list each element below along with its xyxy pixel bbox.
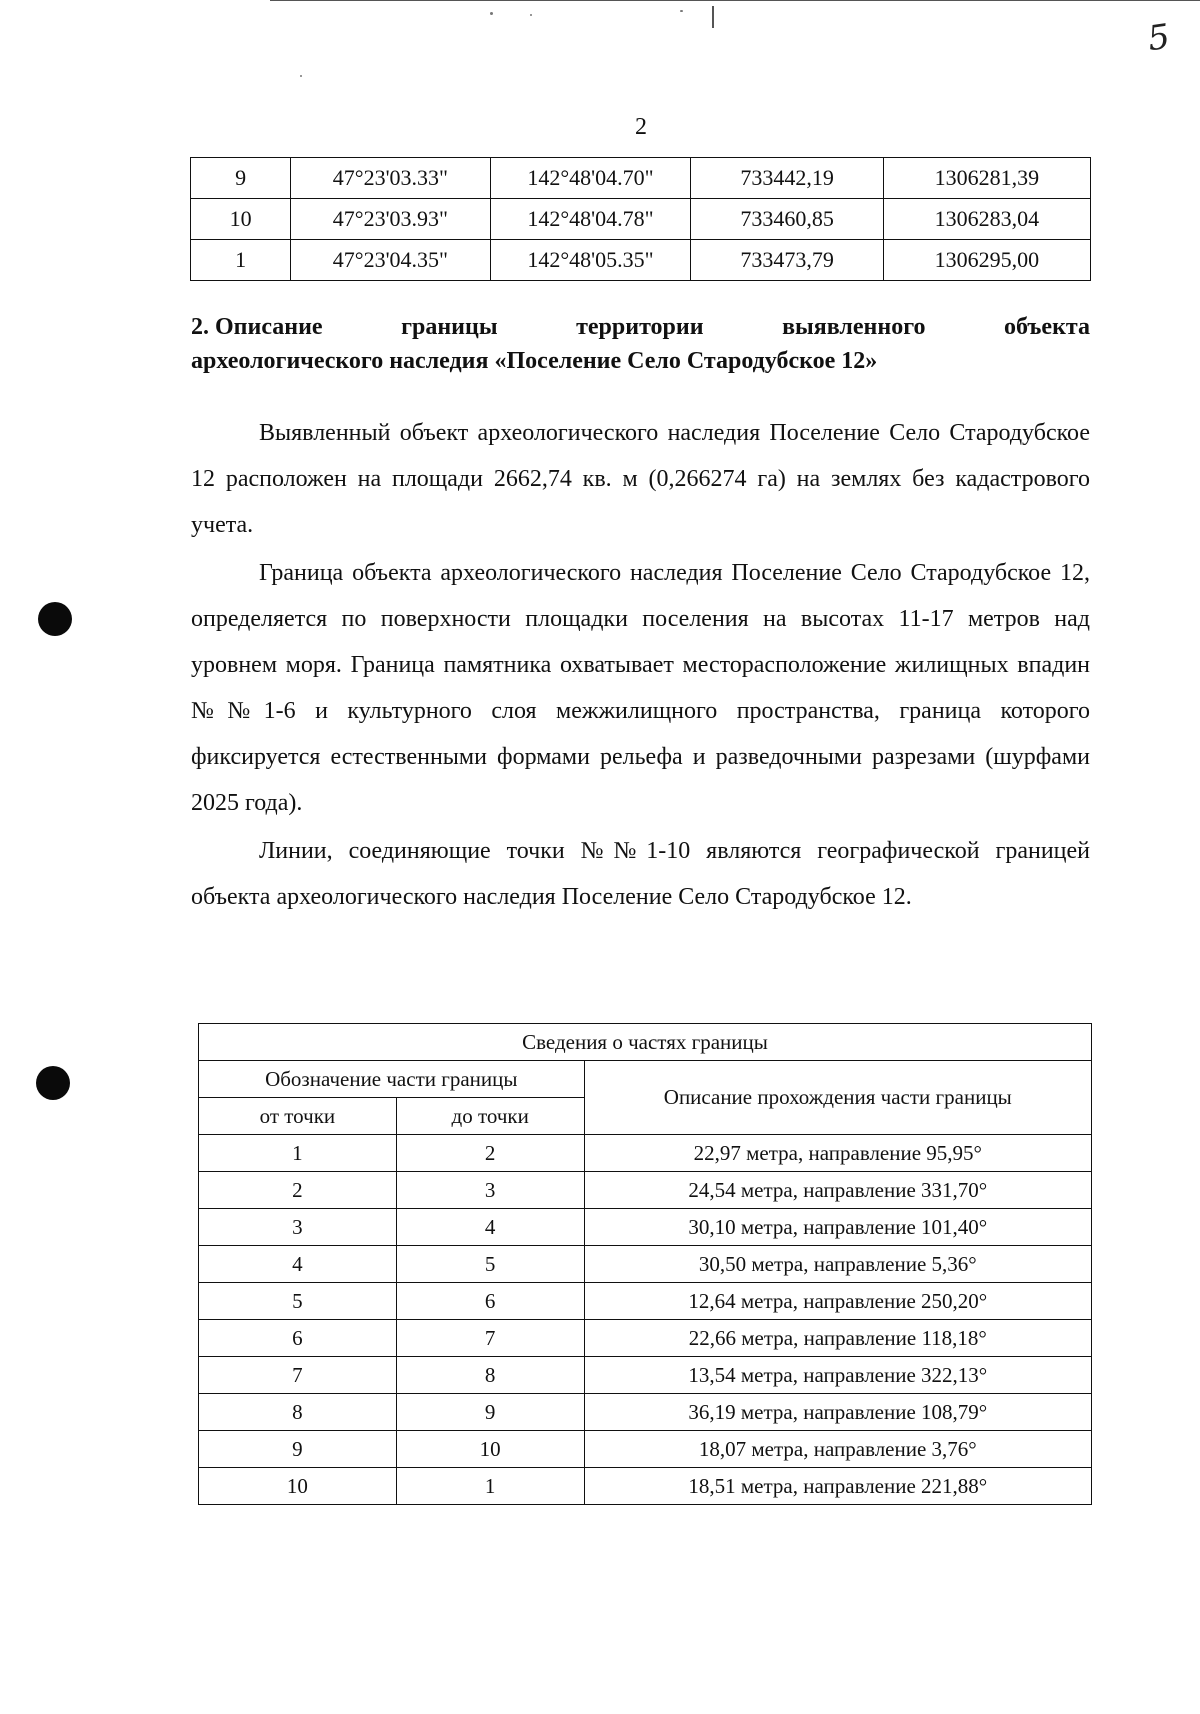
section-heading-line1: [191, 310, 1090, 344]
heading-word: 2. Описание: [191, 314, 323, 340]
paragraph-lines: [191, 828, 1090, 920]
to-point-cell: 5: [396, 1246, 584, 1283]
table-row: [199, 1209, 1092, 1246]
to-point-cell: 4: [396, 1209, 584, 1246]
table-row: [199, 1357, 1092, 1394]
latitude-cell: 47°23'03.93": [291, 199, 490, 240]
part-description-cell: 18,07 метра, направление 3,76°: [584, 1431, 1091, 1468]
boundary-parts-table: [198, 1023, 1092, 1505]
from-point-cell: 1: [199, 1135, 397, 1172]
scan-speck: [680, 10, 683, 12]
to-point-cell: 8: [396, 1357, 584, 1394]
table-row: [199, 1246, 1092, 1283]
from-point-cell: 2: [199, 1172, 397, 1209]
part-description-cell: 12,64 метра, направление 250,20°: [584, 1283, 1091, 1320]
table-row: [199, 1394, 1092, 1431]
longitude-cell: 142°48'05.35": [490, 240, 691, 281]
part-description-cell: 30,50 метра, направление 5,36°: [584, 1246, 1091, 1283]
latitude-cell: 47°23'03.33": [291, 158, 490, 199]
table-row: [199, 1172, 1092, 1209]
handwritten-page-number: 5: [1145, 16, 1173, 60]
table-row: [191, 240, 1091, 281]
heading-word: границы: [401, 314, 498, 340]
to-point-cell: 10: [396, 1431, 584, 1468]
table-row: [199, 1135, 1092, 1172]
paragraph-text: Линии, соединяющие точки №№1-10 являются географической границей объекта археологического наследия Поселение Село Стародубское 12.: [191, 838, 1090, 910]
page-number: 2: [635, 114, 647, 140]
from-point-cell: 10: [199, 1468, 397, 1505]
part-designation-header: Обозначение части границы: [199, 1061, 585, 1098]
punch-hole: [36, 1066, 70, 1100]
heading-word: территории: [576, 314, 704, 340]
point-number-cell: 1: [191, 240, 291, 281]
x-coordinate-cell: 733442,19: [691, 158, 884, 199]
from-point-cell: 7: [199, 1357, 397, 1394]
boundary-table-body: [199, 1135, 1092, 1505]
coordinates-table-body: [191, 158, 1091, 281]
x-coordinate-cell: 733473,79: [691, 240, 884, 281]
x-coordinate-cell: 733460,85: [691, 199, 884, 240]
from-point-header: от точки: [199, 1098, 397, 1135]
paragraph-area: [191, 410, 1090, 548]
scan-edge-line: [270, 0, 1200, 1]
from-point-cell: 5: [199, 1283, 397, 1320]
scan-mark: [712, 6, 714, 28]
to-point-header: до точки: [396, 1098, 584, 1135]
part-description-cell: 13,54 метра, направление 322,13°: [584, 1357, 1091, 1394]
y-coordinate-cell: 1306283,04: [883, 199, 1090, 240]
from-point-cell: 3: [199, 1209, 397, 1246]
table-row: [191, 199, 1091, 240]
y-coordinate-cell: 1306281,39: [883, 158, 1090, 199]
part-description-cell: 24,54 метра, направление 331,70°: [584, 1172, 1091, 1209]
part-description-cell: 36,19 метра, направление 108,79°: [584, 1394, 1091, 1431]
table-row: [199, 1283, 1092, 1320]
scan-speck: [530, 14, 532, 16]
from-point-cell: 8: [199, 1394, 397, 1431]
to-point-cell: 6: [396, 1283, 584, 1320]
to-point-cell: 9: [396, 1394, 584, 1431]
table-row: [199, 1468, 1092, 1505]
paragraph-text: Выявленный объект археологического наследия Поселение Село Стародубское 12 расположен на площади 2662,74 кв. м (0,266274 га) на землях без кадастрового учета.: [191, 420, 1090, 538]
to-point-cell: 1: [396, 1468, 584, 1505]
longitude-cell: 142°48'04.70": [490, 158, 691, 199]
from-point-cell: 4: [199, 1246, 397, 1283]
part-description-cell: 30,10 метра, направление 101,40°: [584, 1209, 1091, 1246]
table-row: [191, 158, 1091, 199]
heading-word: объекта: [1004, 314, 1090, 340]
to-point-cell: 2: [396, 1135, 584, 1172]
section-heading-line2: археологического наследия «Поселение Село Стародубское 12»: [191, 348, 878, 374]
y-coordinate-cell: 1306295,00: [883, 240, 1090, 281]
paragraph-text: Граница объекта археологического наследия Поселение Село Стародубское 12, определяется по поверхности площадки поселения на высотах 11-17 метров над уровнем моря. Граница памятника охватывает месторасположение жилищных впадин №№1-6 и культурного слоя межжилищного пространства, граница которого фиксируется естественными формами рельефа и разведочными разрезами (шурфами 2025 года).: [191, 560, 1090, 816]
coordinates-table: [190, 157, 1091, 281]
scan-speck: [300, 75, 302, 77]
part-description-cell: 22,97 метра, направление 95,95°: [584, 1135, 1091, 1172]
part-description-cell: 18,51 метра, направление 221,88°: [584, 1468, 1091, 1505]
scan-speck: [490, 12, 493, 15]
section-heading: [191, 310, 1090, 378]
to-point-cell: 7: [396, 1320, 584, 1357]
description-header: Описание прохождения части границы: [584, 1061, 1091, 1135]
longitude-cell: 142°48'04.78": [490, 199, 691, 240]
latitude-cell: 47°23'04.35": [291, 240, 490, 281]
table-row: [199, 1431, 1092, 1468]
to-point-cell: 3: [396, 1172, 584, 1209]
table-row: [199, 1320, 1092, 1357]
from-point-cell: 6: [199, 1320, 397, 1357]
boundary-table-title: Сведения о частях границы: [199, 1024, 1092, 1061]
point-number-cell: 9: [191, 158, 291, 199]
point-number-cell: 10: [191, 199, 291, 240]
paragraph-boundary: [191, 550, 1090, 826]
part-description-cell: 22,66 метра, направление 118,18°: [584, 1320, 1091, 1357]
from-point-cell: 9: [199, 1431, 397, 1468]
punch-hole: [38, 602, 72, 636]
heading-word: выявленного: [782, 314, 926, 340]
